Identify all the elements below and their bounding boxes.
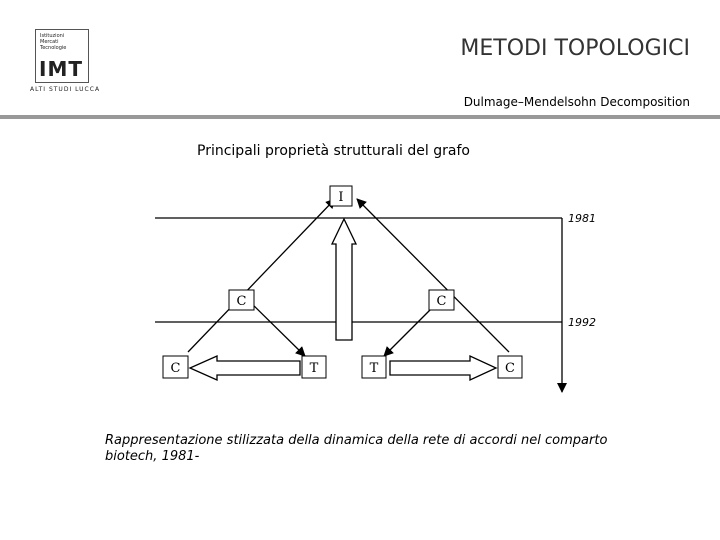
logo-mark: IMT xyxy=(39,57,83,81)
node-bottom-c-1 xyxy=(163,356,188,378)
arrow-right-diagonal xyxy=(357,199,509,352)
arrow-left-diagonal xyxy=(188,199,335,352)
arrow-mid-left xyxy=(248,300,305,356)
page-subtitle: Dulmage–Mendelsohn Decomposition xyxy=(463,95,690,109)
page-title: METODI TOPOLOGICI xyxy=(460,36,690,61)
node-label: C xyxy=(436,294,447,309)
year-label-1981: 1981 xyxy=(568,212,596,225)
section-heading: Principali proprietà strutturali del grafo xyxy=(197,143,470,159)
node-label: T xyxy=(309,361,319,376)
node-bottom-t-3 xyxy=(362,356,386,378)
node-top-i xyxy=(330,186,352,206)
node-bottom-t-2 xyxy=(302,356,326,378)
node-label: C xyxy=(170,361,181,376)
node-label: T xyxy=(369,361,379,376)
node-mid-right-c xyxy=(429,290,454,310)
year-label-1992: 1992 xyxy=(568,316,596,329)
logo-line: Mercati xyxy=(40,39,59,45)
logo-line: Istituzioni xyxy=(40,33,65,39)
diagram-caption: Rappresentazione stilizzata della dinamica della rete di accordi nel comparto biotech, 1981- xyxy=(105,433,608,464)
block-arrow-left xyxy=(190,356,300,380)
block-arrow-right xyxy=(390,356,496,380)
block-arrow-up xyxy=(332,219,356,340)
node-label: C xyxy=(505,361,515,376)
logo-line: Tecnologie xyxy=(40,45,67,51)
node-mid-left-c xyxy=(229,290,254,310)
logo-subtitle: ALTI STUDI LUCCA xyxy=(30,86,101,93)
node-label: I xyxy=(338,190,344,205)
node-bottom-c-4 xyxy=(498,356,522,378)
node-label: C xyxy=(236,294,247,309)
